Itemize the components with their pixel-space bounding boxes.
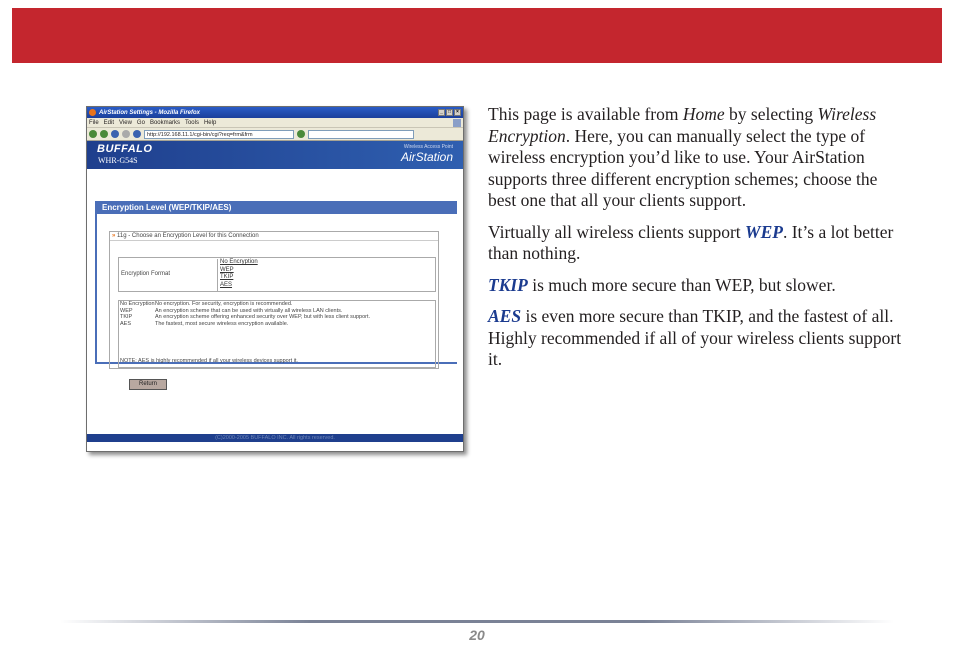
encryption-format-options: [217, 259, 258, 292]
encryption-section-header: Encryption Level (WEP/TKIP/AES): [95, 201, 457, 214]
subsection-title: [110, 232, 438, 241]
menu-bookmarks: Bookmarks: [149, 119, 180, 126]
menu-file: File: [89, 119, 99, 126]
search-box: [308, 130, 414, 139]
paragraph-intro: [488, 104, 903, 212]
maximize-icon: □: [447, 109, 452, 115]
option-no-encryption: No Encryption: [220, 259, 258, 265]
encryption-format-label: Encryption Format: [121, 271, 171, 277]
encryption-descriptions: [118, 300, 436, 368]
window-title: AirStation Settings - Mozilla Firefox: [99, 109, 201, 116]
navigation-toolbar: [87, 128, 463, 141]
desc-text: The fastest, most secure wireless encryption available.: [155, 320, 289, 327]
desc-key: WEP: [120, 307, 133, 314]
text-run: by selecting: [724, 104, 818, 124]
paragraph-aes: [488, 306, 903, 371]
desc-text: An encryption scheme offering enhanced security over WEP, but with less client support.: [155, 314, 371, 320]
address-field: http://192.168.11.1/cgi-bin/cgi?req=frm&frm: [144, 130, 294, 139]
router-page: [87, 141, 463, 442]
tkip-term: TKIP: [488, 274, 528, 295]
aes-term: AES: [488, 306, 522, 326]
wep-term: WEP: [745, 221, 783, 242]
copyright-footer: (C)2000-2005 BUFFALO INC. All rights reserved.: [87, 434, 463, 442]
back-icon: [89, 130, 97, 138]
text-run: . Here, you can manually select the type of wireless encryption you’d like to use. Your AirStation supports three different encryption schemes; choose the best one that all your clients support.: [488, 125, 878, 210]
desc-key: TKIP: [120, 314, 133, 320]
wireless-encryption-term: Wireless Encryption: [488, 104, 877, 146]
stop-icon: [122, 130, 130, 138]
menu-go: Go: [136, 119, 145, 126]
throbber-icon: [453, 119, 461, 127]
text-run: This page is available from: [488, 104, 683, 124]
desc-row: [119, 321, 435, 328]
aes-note: NOTE: AES is highly recommended if all your wireless devices support it.: [120, 358, 298, 364]
window-controls: [438, 109, 461, 116]
desc-key: AES: [120, 320, 132, 327]
close-icon: ×: [454, 109, 461, 116]
window-titlebar: [87, 107, 463, 118]
option-aes: AES: [220, 281, 233, 288]
paragraph-wep: [488, 222, 903, 265]
brand-header: [87, 141, 463, 169]
text-run: Virtually all wireless clients support: [488, 221, 746, 242]
top-banner: [12, 8, 942, 63]
paragraph-tkip: [488, 275, 903, 297]
desc-key: No Encryption: [120, 301, 155, 307]
menu-tools: Tools: [184, 119, 199, 126]
access-point-label: Wireless Access Point: [403, 144, 453, 150]
reload-icon: [111, 130, 119, 138]
page-number: 20: [469, 627, 485, 643]
text-run: . It’s a lot better than nothing.: [488, 221, 894, 263]
subsection-title-text: 11g - Choose an Encryption Level for this Connection: [117, 233, 259, 239]
footer-rule: [60, 620, 894, 623]
menu-view: View: [119, 119, 132, 126]
buffalo-logo: BUFFALO: [97, 143, 153, 155]
minimize-icon: _: [438, 109, 445, 116]
menu-edit: Edit: [103, 119, 115, 126]
text-run: is much more secure than WEP, but slower.: [527, 274, 836, 295]
double-arrow-icon: »: [112, 233, 116, 239]
airstation-logo: AirStation: [400, 150, 453, 164]
menu-bar: [87, 118, 463, 128]
encryption-format-row: [118, 257, 436, 292]
firefox-icon: [89, 109, 96, 116]
home-term: Home: [682, 104, 725, 124]
return-button: Return: [129, 379, 167, 390]
text-run: is even more secure than TKIP, and the fastest of all. Highly recommended if all of your wireless clients support it.: [488, 306, 902, 369]
router-settings-screenshot: [86, 106, 464, 452]
forward-icon: [100, 130, 108, 138]
desc-text: No encryption. For security, encryption is recommended.: [155, 301, 293, 307]
go-icon: [297, 130, 305, 138]
menu-help: Help: [203, 119, 217, 126]
body-copy: [488, 104, 903, 381]
option-tkip: TKIP: [220, 274, 234, 280]
home-icon: [133, 130, 141, 138]
encryption-choice-section: [109, 231, 439, 369]
option-wep: WEP: [220, 266, 234, 273]
model-name: WHR-G54S: [98, 156, 138, 165]
desc-text: An encryption scheme that can be used with virtually all wireless LAN clients.: [155, 307, 343, 314]
